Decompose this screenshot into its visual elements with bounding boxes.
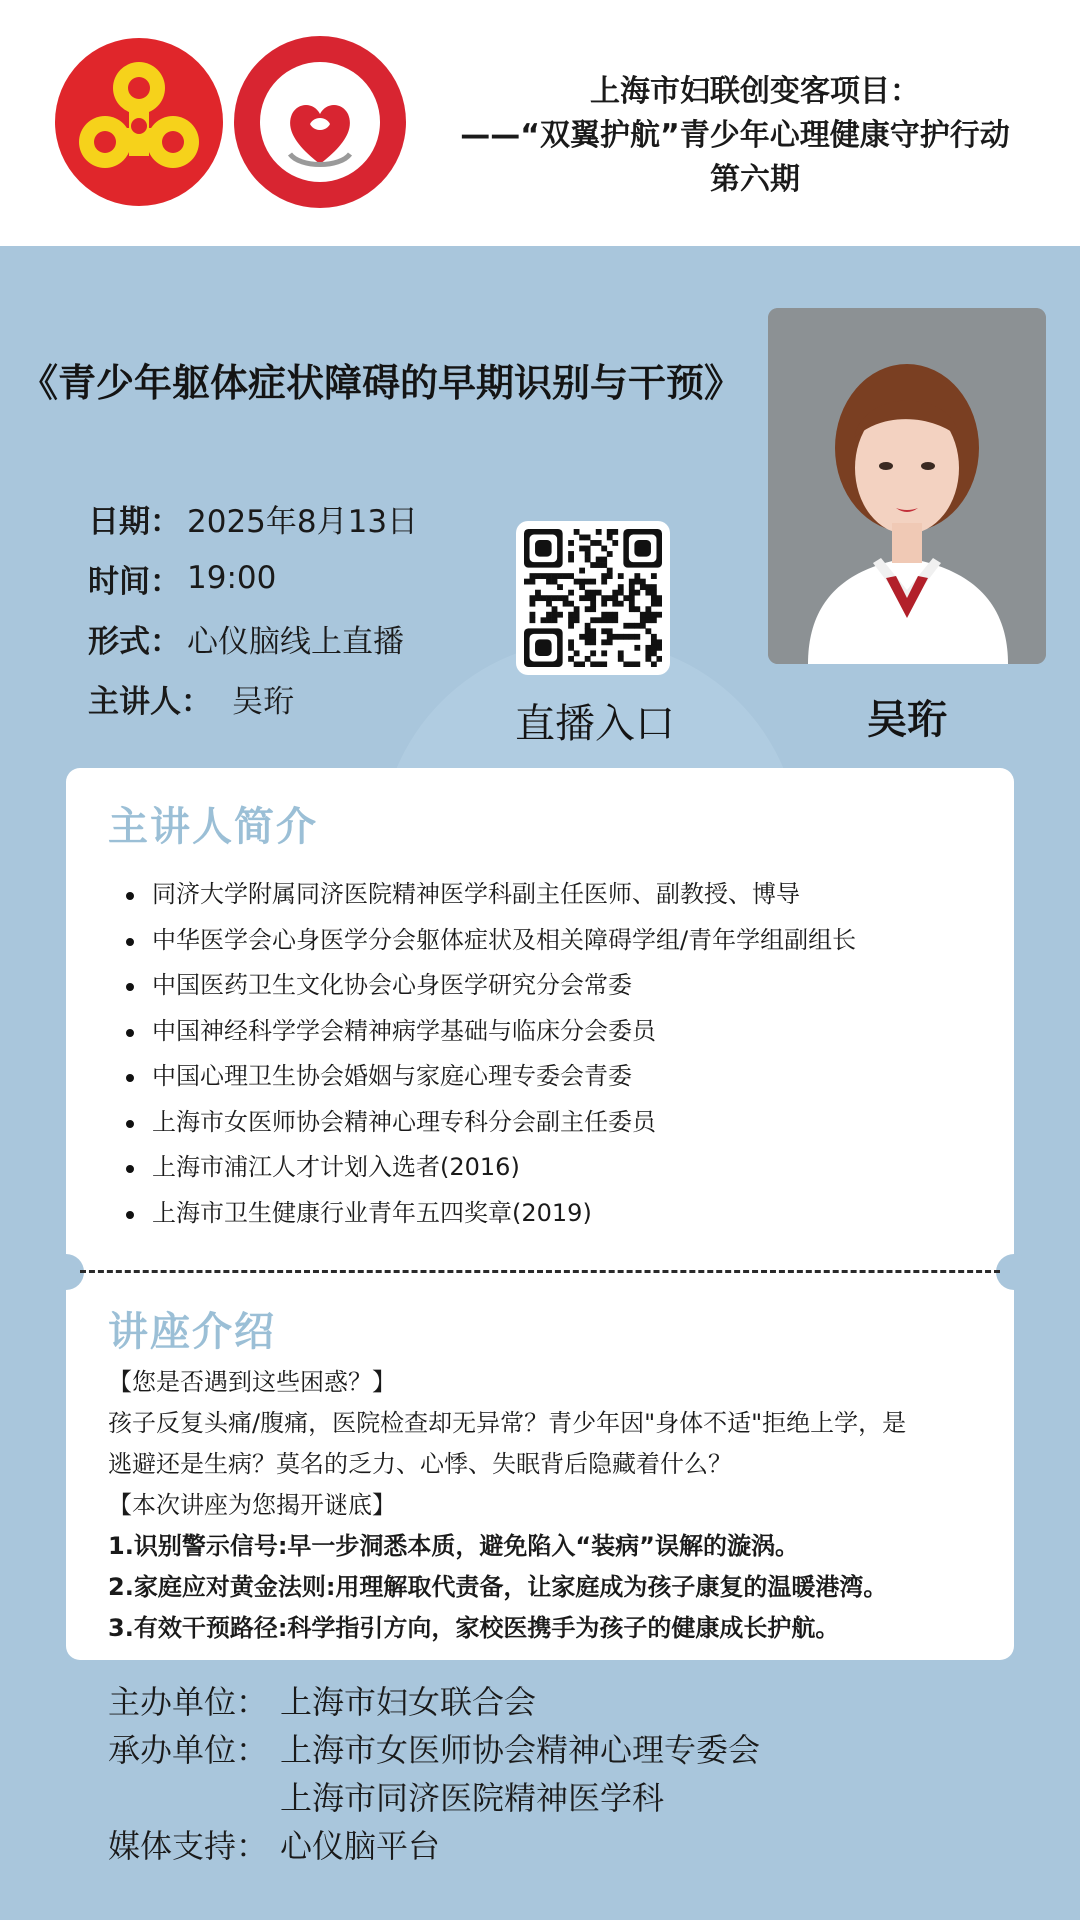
lecture-intro-body <box>108 1362 988 1649</box>
answer-heading: 【本次讲座为您揭开谜底】 <box>108 1491 396 1519</box>
host-row <box>108 1678 760 1726</box>
header-title-line3: 第六期 <box>710 162 800 197</box>
media-value: 心仪脑平台 <box>280 1827 441 1865</box>
time-value: 19:00 <box>187 560 277 596</box>
header <box>0 0 1080 246</box>
format-label: 形式： <box>88 623 181 660</box>
media-label: 媒体支持： <box>108 1827 269 1865</box>
list-item: 中国神经科学学会精神病学基础与临床分会委员 <box>126 1009 856 1055</box>
header-title-line1: 上海市妇联创变客项目： <box>590 74 920 109</box>
ticket-notch-right <box>996 1254 1032 1290</box>
host-label: 主办单位： <box>108 1683 269 1721</box>
list-item: 中国医药卫生文化协会心身医学研究分会常委 <box>126 963 856 1009</box>
header-title-line2: ——“双翼护航”青少年心理健康守护行动 <box>460 118 1010 153</box>
dashed-divider <box>80 1270 1000 1273</box>
date-row <box>88 488 418 548</box>
media-row <box>108 1822 760 1870</box>
list-item: 上海市浦江人才计划入选者(2016) <box>126 1145 856 1191</box>
organizers <box>108 1678 760 1870</box>
list-item: 上海市女医师协会精神心理专科分会副主任委员 <box>126 1100 856 1146</box>
time-row <box>88 548 418 608</box>
speaker-intro-heading: 主讲人简介 <box>108 804 318 850</box>
question-heading: 【您是否遇到这些困惑？】 <box>108 1368 396 1396</box>
women-federation-logo <box>55 38 223 206</box>
time-label: 时间： <box>88 563 181 600</box>
host-value: 上海市妇女联合会 <box>280 1683 537 1721</box>
question-line: 逃避还是生病？莫名的乏力、心悸、失眠背后隐藏着什么？ <box>108 1450 732 1478</box>
organizer-value: 上海市同济医院精神医学科 <box>280 1779 665 1817</box>
ticket-notch-left <box>48 1254 84 1290</box>
key-point: 3.有效干预路径:科学指引方向，家校医携手为孩子的健康成长护航。 <box>108 1614 840 1642</box>
format-row <box>88 608 418 668</box>
livestream-entry-label: 直播入口 <box>515 701 675 747</box>
date-value: 2025年8月13日 <box>187 503 419 540</box>
format-value: 心仪脑线上直播 <box>187 623 404 660</box>
medical-womens-association-logo <box>234 36 406 208</box>
organizer-value: 上海市女医师协会精神心理专委会 <box>280 1731 761 1769</box>
speaker-credentials-list <box>126 872 856 1236</box>
speaker-value: 吴珩 <box>232 683 294 720</box>
lecture-intro-heading: 讲座介绍 <box>108 1309 276 1355</box>
list-item: 同济大学附属同济医院精神医学科副主任医师、副教授、博导 <box>126 872 856 918</box>
list-item: 中华医学会心身医学分会躯体症状及相关障碍学组/青年学组副组长 <box>126 918 856 964</box>
list-item: 中国心理卫生协会婚姻与家庭心理专委会青委 <box>126 1054 856 1100</box>
date-label: 日期： <box>88 503 181 540</box>
organizer-label: 承办单位： <box>108 1731 269 1769</box>
organizer-row <box>108 1726 760 1774</box>
event-series-title <box>405 70 1065 202</box>
speaker-label: 主讲人： <box>88 683 212 720</box>
organizer-row-2 <box>108 1774 760 1822</box>
speaker-photo <box>768 308 1046 664</box>
qr-code-icon <box>524 529 662 667</box>
question-line: 孩子反复头痛/腹痛，医院检查却无异常？青少年因"身体不适"拒绝上学，是 <box>108 1409 907 1437</box>
livestream-qr-code[interactable] <box>516 521 670 675</box>
lecture-title: 《青少年躯体症状障碍的早期识别与干预》 <box>20 361 743 405</box>
speaker-name-caption: 吴珩 <box>867 697 947 743</box>
speaker-row <box>88 668 418 728</box>
spacer <box>108 1774 280 1822</box>
key-point: 1.识别警示信号:早一步洞悉本质，避免陷入“装病”误解的漩涡。 <box>108 1532 799 1560</box>
event-info <box>88 488 418 728</box>
key-point: 2.家庭应对黄金法则:用理解取代责备，让家庭成为孩子康复的温暖港湾。 <box>108 1573 888 1601</box>
list-item: 上海市卫生健康行业青年五四奖章(2019) <box>126 1191 856 1237</box>
